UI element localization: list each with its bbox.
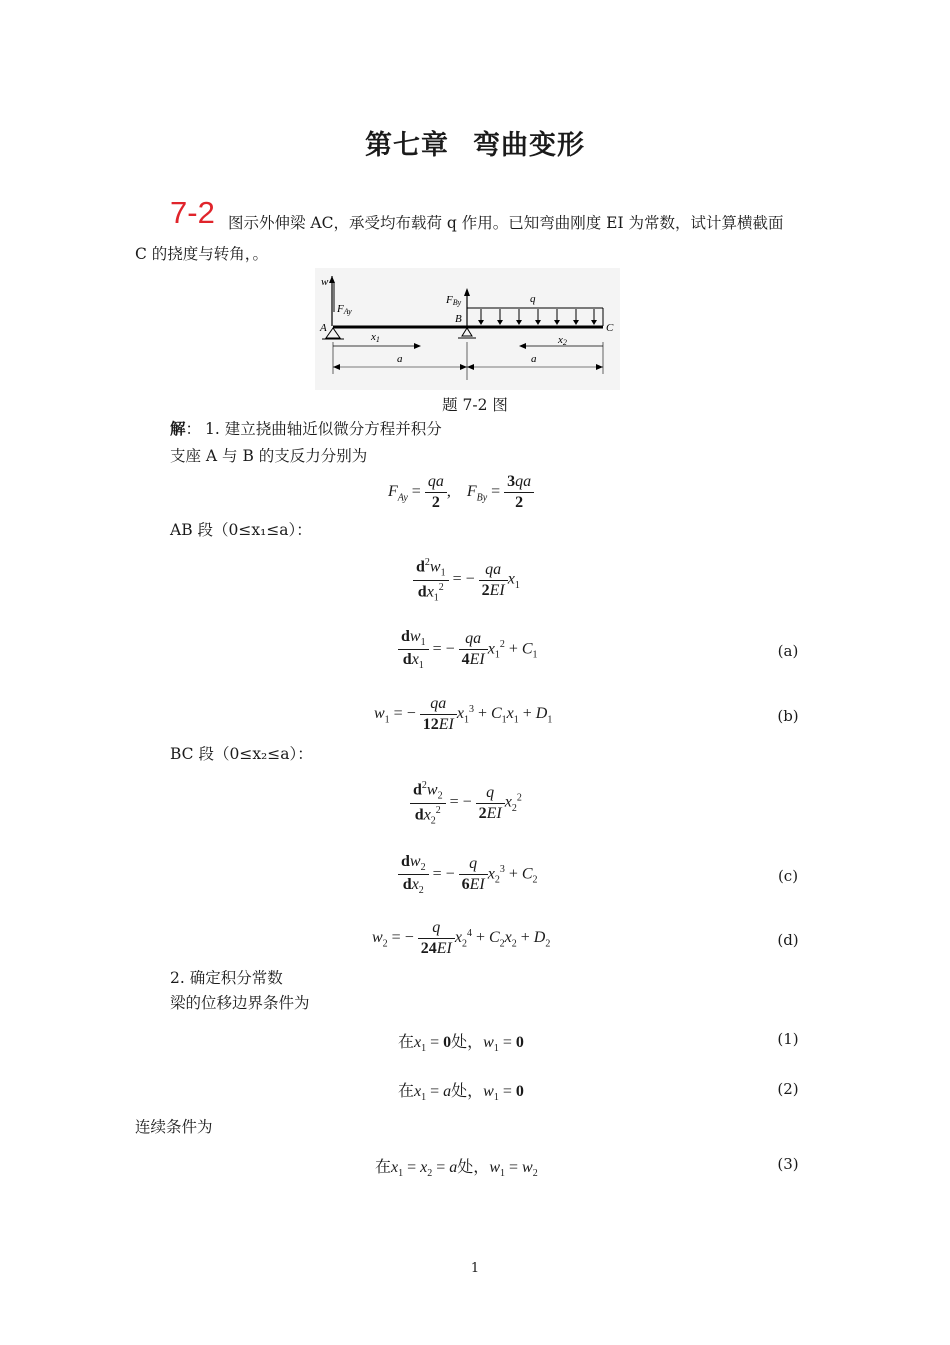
chapter-number: 第七章 (365, 130, 449, 161)
svg-text:x2: x2 (558, 334, 567, 347)
condition-2: 在$x_1 = a$处，$w_1 = 0$ (398, 1083, 524, 1104)
eqnum-1: (1) (777, 1030, 799, 1048)
label-a-left: a (397, 353, 403, 365)
eqnum-2: (2) (777, 1080, 799, 1098)
eq-d: $w_2$ = − $\frac{q}{24EI}$ $x_2^4 + C_2x_2 + D_2$ (372, 919, 551, 957)
svg-text:x1: x1 (371, 331, 380, 344)
problem-number: 7-2 (170, 195, 215, 230)
eqnum-c: (c) (777, 867, 799, 885)
solution-step1: 解： 1. 建立挠曲轴近似微分方程并积分 (170, 419, 442, 438)
label-c: C (606, 322, 614, 334)
eqnum-d: (d) (777, 931, 799, 949)
eq-ab-second-derivative: $\frac{d^2w_1}{dx_1^2}$ = − $\frac{qa}{2EI}$ $x_1$ (413, 557, 520, 603)
label-x2: x (558, 334, 563, 346)
eq-c: $\frac{dw_2}{dx_2}$ = − $\frac{q}{6EI}$ $x_2^3 + C_2$ (398, 853, 538, 896)
label-x1: x (371, 331, 376, 343)
ab-range: AB 段（0≤x₁≤a）： (170, 521, 312, 539)
figure-caption: 题 7-2 图 (442, 396, 508, 414)
svg-text:FAy: FAy (337, 303, 352, 316)
chapter-name: 弯曲变形 (473, 130, 585, 161)
condition-3: 在$x_1 = x_2 = a$处，$w_1 = w_2$ (375, 1159, 538, 1180)
page-number: 1 (470, 1261, 480, 1276)
condition-1: 在$x_1 = 0$处，$w_1 = 0$ (398, 1034, 524, 1055)
eqnum-3: (3) (777, 1155, 799, 1173)
eq-b: $w_1$ = − $\frac{qa}{12EI}$ $x_1^3 + C_1x_1 + D_1$ (374, 695, 553, 733)
eq-a: $\frac{dw_1}{dx_1}$ = − $\frac{qa}{4EI}$ $x_1^2 + C_1$ (398, 628, 538, 671)
solution-step2: 2. 确定积分常数 (170, 969, 283, 987)
bc-range: BC 段（0≤x₂≤a）： (170, 745, 313, 763)
continuity-intro: 连续条件为 (135, 1118, 213, 1136)
reactions-intro: 支座 A 与 B 的支反力分别为 (170, 447, 368, 465)
label-fby: F (446, 294, 453, 306)
problem-text-line1: 图示外伸梁 AC，承受均布载荷 q 作用。已知弯曲刚度 EI 为常数，试计算横截面 (228, 214, 784, 232)
beam-figure (315, 268, 620, 390)
eqnum-b: (b) (777, 707, 799, 725)
problem-text-line2: C 的挠度与转角，。 (135, 245, 269, 263)
label-a: A (320, 322, 327, 334)
label-q: q (530, 293, 536, 305)
label-a-right: a (531, 353, 537, 365)
svg-text:FBy: FBy (446, 294, 462, 307)
label-fay: F (337, 303, 344, 315)
label-w: w (321, 276, 329, 288)
eqnum-a: (a) (777, 642, 799, 660)
solution-label: 解 (170, 419, 186, 438)
boundary-intro: 梁的位移边界条件为 (170, 994, 310, 1012)
label-b: B (455, 313, 462, 325)
reaction-equation: $F_{Ay}$ = $\frac{qa}{2}$ , $F_{By}$ = $\frac{3qa}{2}$ (388, 473, 534, 512)
chapter-title (0, 123, 950, 162)
eq-bc-second-derivative: $\frac{d^2w_2}{dx_2^2}$ = − $\frac{q}{2EI}$ $x_2^2$ (410, 780, 522, 826)
